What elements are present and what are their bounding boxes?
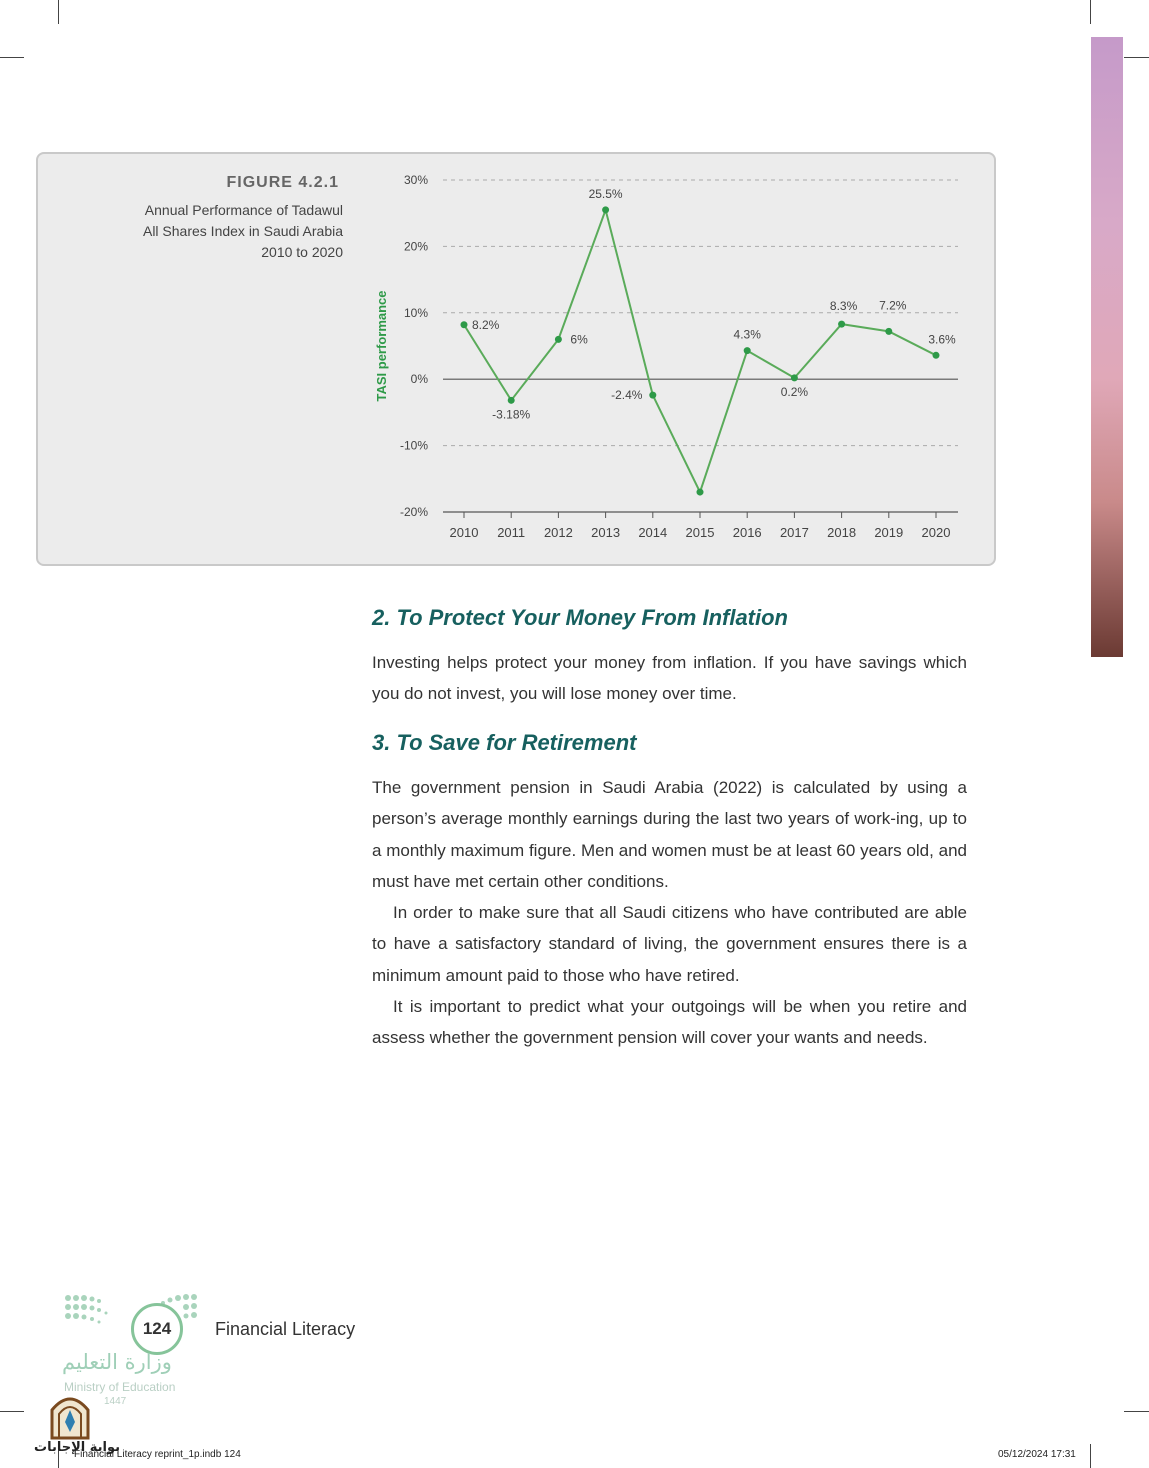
data-point [555,336,562,343]
paragraph: It is important to predict what your outgoings will be when you retire and assess whether the government pension will cover your wants and needs. [372,997,967,1048]
figure-caption-line: 2010 to 2020 [261,244,343,260]
x-tick-label: 2015 [685,525,715,540]
paragraph: Investing helps protect your money from inflation. If you have savings which you do not invest, you will lose money over time. [372,653,967,704]
y-tick-label: -20% [399,505,428,519]
paragraph: The government pension in Saudi Arabia (2022) is calculated by using a person’s average monthly earnings during the last two years of work-ing, up to a monthly maximum figure. Men and women must be at least 60 years old, and must have met certain other conditions. [372,778,967,891]
data-point [791,374,798,381]
data-label: 4.3% [733,327,761,342]
data-point [885,328,892,335]
series-line [464,210,936,492]
y-axis-label: TASI performance [374,290,389,402]
y-tick-label: 20% [403,239,428,254]
ministry-name-arabic: وزارة التعليم [62,1350,172,1374]
figure-title: FIGURE 4.2.1 [226,174,339,191]
section-heading-retirement: 3. To Save for Retirement [372,730,637,755]
x-tick-label: 2020 [921,525,951,540]
line-chart [38,154,994,564]
y-tick-label: 30% [403,173,428,187]
data-label: -2.4% [611,388,643,403]
data-label: 7.2% [879,298,907,313]
figure-panel [36,152,996,566]
footer-book-title: Financial Literacy [215,1319,356,1339]
data-point [461,321,468,328]
data-label: 3.6% [928,332,956,347]
crop-mark [0,57,24,58]
data-label: 0.2% [780,384,809,399]
crop-mark [0,1411,24,1412]
x-tick-label: 2014 [638,525,668,540]
data-label: 6% [570,332,588,347]
data-point [744,347,751,354]
print-slug-file: Financial Literacy reprint_1p.indb 124 [74,1449,241,1460]
data-label: -3.18% [492,407,531,422]
crop-mark [1090,0,1091,24]
print-slug-date: 05/12/2024 17:31 [998,1449,1076,1460]
data-label: 8.3% [829,299,858,314]
data-point [838,321,845,328]
section-heading-inflation: 2. To Protect Your Money From Inflation [372,605,788,630]
crop-mark [58,0,59,24]
figure-caption-line: Annual Performance of Tadawul [144,202,343,218]
x-tick-label: 2012 [543,525,573,540]
page-number: 124 [131,1303,183,1355]
crop-mark [1124,57,1149,58]
crop-mark [1124,1411,1149,1412]
data-point [933,352,940,359]
x-tick-label: 2013 [591,525,621,540]
data-label: 8.2% [472,317,500,332]
watermark-text: بوابة الإجابات [34,1440,120,1455]
side-photo-strip [1091,37,1123,657]
crop-mark [1090,1444,1091,1468]
data-label: 25.5% [588,186,623,201]
figure-caption-line: All Shares Index in Saudi Arabia [142,223,343,239]
x-tick-label: 2017 [779,525,809,540]
data-point [649,392,656,399]
x-tick-label: 2019 [874,525,904,540]
x-tick-label: 2011 [497,525,526,540]
x-tick-label: 2010 [449,525,479,540]
watermark-emblem-icon [48,1388,92,1440]
y-tick-label: 0% [410,372,428,387]
paragraph: In order to make sure that all Saudi citizens who have contributed are able to have a satisfactory standard of living, the government ensures there is a minimum amount paid to those who have retired. [372,903,967,985]
x-tick-label: 2016 [732,525,762,540]
ministry-name-english: Ministry of Education [64,1380,176,1394]
y-tick-label: -10% [399,438,428,453]
data-point [697,489,704,496]
data-point [602,206,609,213]
ministry-year: 1447 [104,1396,127,1407]
data-point [508,397,515,404]
x-tick-label: 2018 [827,525,857,540]
y-tick-label: 10% [403,305,428,320]
